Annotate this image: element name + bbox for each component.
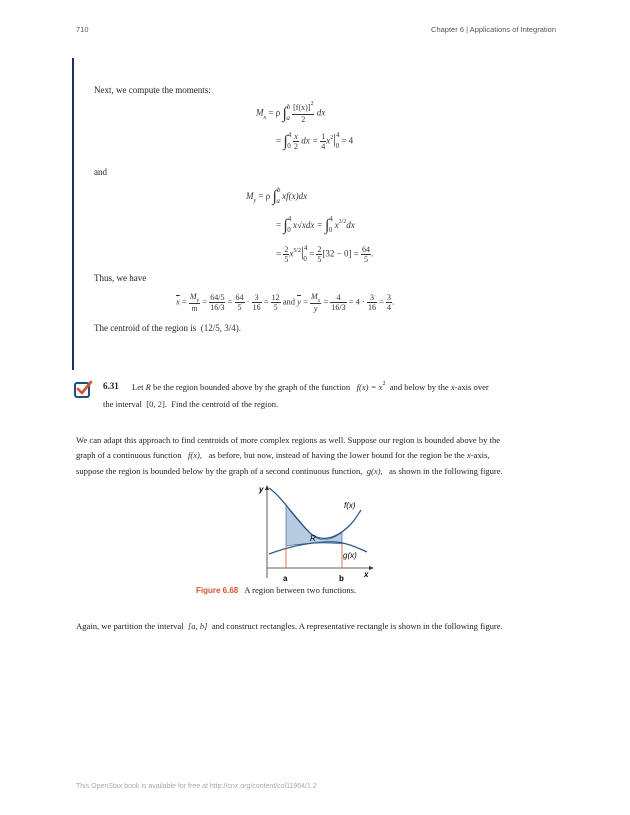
region-between-functions-figure [255,480,380,585]
checkpoint-line1: Let R be the region bounded above by the graph of the function $f(x) = x^2$ and below by the x-axis over [132,381,489,392]
body-paragraph-2: Again, we partition the interval [a, b] and construct rectangles. A representative rectangle is shown in the following figure. [76,621,503,631]
figure-caption: Figure 6.68 A region between two functions. [196,585,357,595]
checkpoint-number: 6.31 [103,381,119,391]
g-label: g(x) [343,551,357,560]
a-label: a [283,574,288,583]
b-label: b [339,574,344,583]
x-axis-label: x [364,570,369,579]
page-footer: This OpenStax book is available for free at http://cnx.org/content/col11964/1.2 [76,783,317,790]
example-bar [72,58,74,370]
mx-equation-line2: = ∫$^4_0$ $\frac{x}{2}$ dx = $\frac{1}{4}$ $x^2|^4_0 = 4$ [276,130,354,151]
thus-text: Thus, we have [94,273,147,283]
page-number: 710 [76,25,89,34]
and-text: and [94,167,107,177]
body-paragraph-line3: suppose the region is bounded below by the graph of a second continuous function, g(x), as shown in the following figure. [76,466,503,476]
mx-equation-line1: $M_x = \rho$ ∫$^b_a$ $\frac{[f(x)]^2}{2}$ dx [256,101,326,124]
body-paragraph-line2: graph of a continuous function f(x), as before, but now, instead of having the lower bound for the region be the x-axis, [76,450,490,460]
my-equation-line3: = $\frac{2}{5}$ $x^{5/2}|^4_0$ = $\frac{2}{5}$ [32 − 0] = $\frac{64}{5}$ . [276,243,374,264]
chapter-title: Chapter 6 | Applications of Integration [431,25,556,34]
x-axis-arrow [369,566,374,570]
f-label: f(x) [344,501,356,510]
checkpoint-line2: the interval [0, 2]. Find the centroid of the region. [103,399,279,409]
y-axis-arrow [265,485,269,490]
f-curve [269,488,361,538]
checkpoint-icon [74,380,93,398]
my-equation-line1: $M_y = \rho$ ∫$^b_a$ xf(x)dx [246,186,308,206]
body-paragraph-line1: We can adapt this approach to find centroids of more complex regions as well. Suppose our region is bounded above by the [76,435,501,445]
y-axis-label: y [259,485,264,494]
centroid-statement: The centroid of the region is (12/5, 3/4). [94,323,241,333]
centroid-equation: $\overline{x}$ = $\frac{M_y}{m}$ = $\frac{64/5}{16/3}$ = $\frac{64}{5}$ · $\frac{3}{16}$ = $\frac{12}{5}$ and $\overline{y}$ = $\frac{M_x}{y}$ = $\frac{4}{16/3}$ = 4 · $\frac{3}{16}$ = $\frac{3}{4}$ . [176,292,395,313]
moments-intro: Next, we compute the moments: [94,85,211,95]
my-equation-line2: = ∫$^4_0$ x√xdx = ∫$^4_0$ $x^{3/2}dx$ [276,215,355,235]
region-label: R [310,534,316,543]
